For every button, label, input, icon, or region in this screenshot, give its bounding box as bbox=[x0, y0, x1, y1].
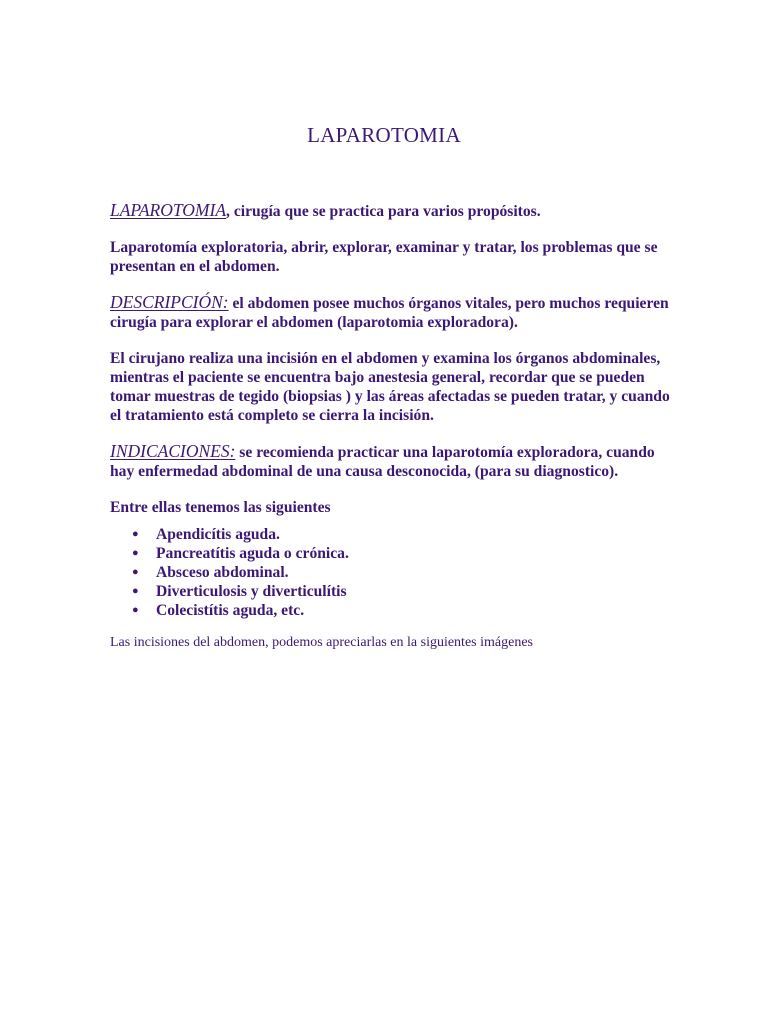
bullet-icon: ● bbox=[132, 604, 139, 616]
paragraph-descripcion-text: el abdomen posee muchos órganos vitales, pero muchos requieren cirugía para explorar el abdomen (laparotomia exploradora). bbox=[110, 295, 669, 331]
paragraph-list-intro-text: Entre ellas tenemos las siguientes bbox=[110, 499, 331, 516]
indications-list bbox=[110, 525, 670, 620]
paragraph-descripcion bbox=[110, 293, 670, 332]
paragraph-exploratoria-text: Laparotomía exploratoria, abrir, explorar, examinar y tratar, los problemas que se presentan en el abdomen. bbox=[110, 239, 658, 275]
paragraph-incisiones-text: Las incisiones del abdomen, podemos apreciarlas en la siguientes imágenes bbox=[110, 635, 533, 650]
paragraph-indicaciones-text: se recomienda practicar una laparotomía exploradora, cuando hay enfermedad abdominal de una causa desconocida, (para su diagnostico). bbox=[110, 444, 655, 480]
list-item: ● Apendicítis aguda. bbox=[132, 526, 280, 543]
document-body bbox=[110, 201, 670, 652]
list-item: ● Diverticulosis y diverticulítis bbox=[132, 583, 347, 600]
term-laparotomia: LAPAROTOMIA bbox=[110, 200, 227, 220]
term-descripcion: DESCRIPCIÓN: bbox=[110, 292, 229, 312]
list-item: ● Colecistítis aguda, etc. bbox=[132, 602, 305, 619]
bullet-icon: ● bbox=[132, 585, 139, 597]
list-item: ● Absceso abdominal. bbox=[132, 564, 289, 581]
bullet-icon: ● bbox=[132, 528, 139, 540]
bullet-icon: ● bbox=[132, 566, 139, 578]
paragraph-procedimiento-text: El cirujano realiza una incisión en el abdomen y examina los órganos abdominales, mientras el paciente se encuentra bajo anestesia general, recordar que se pueden tomar muestras de tegido (biopsias ) y las áreas afectadas se pueden tratar, y cuando el tratamiento está completo se cierra la incisión. bbox=[110, 350, 670, 424]
paragraph-exploratoria bbox=[110, 238, 670, 276]
paragraph-indicaciones bbox=[110, 442, 670, 481]
term-indicaciones: INDICACIONES: bbox=[110, 441, 236, 461]
bullet-icon: ● bbox=[132, 547, 139, 559]
paragraph-laparotomia-text: , cirugía que se practica para varios propósitos. bbox=[226, 203, 541, 220]
list-item: ● Pancreatítis aguda o crónica. bbox=[132, 545, 349, 562]
paragraph-procedimiento bbox=[110, 349, 670, 425]
paragraph-laparotomia bbox=[110, 201, 670, 221]
paragraph-incisiones bbox=[110, 634, 670, 652]
paragraph-list-intro bbox=[110, 498, 670, 517]
document-title: LAPAROTOMIA bbox=[307, 123, 461, 147]
